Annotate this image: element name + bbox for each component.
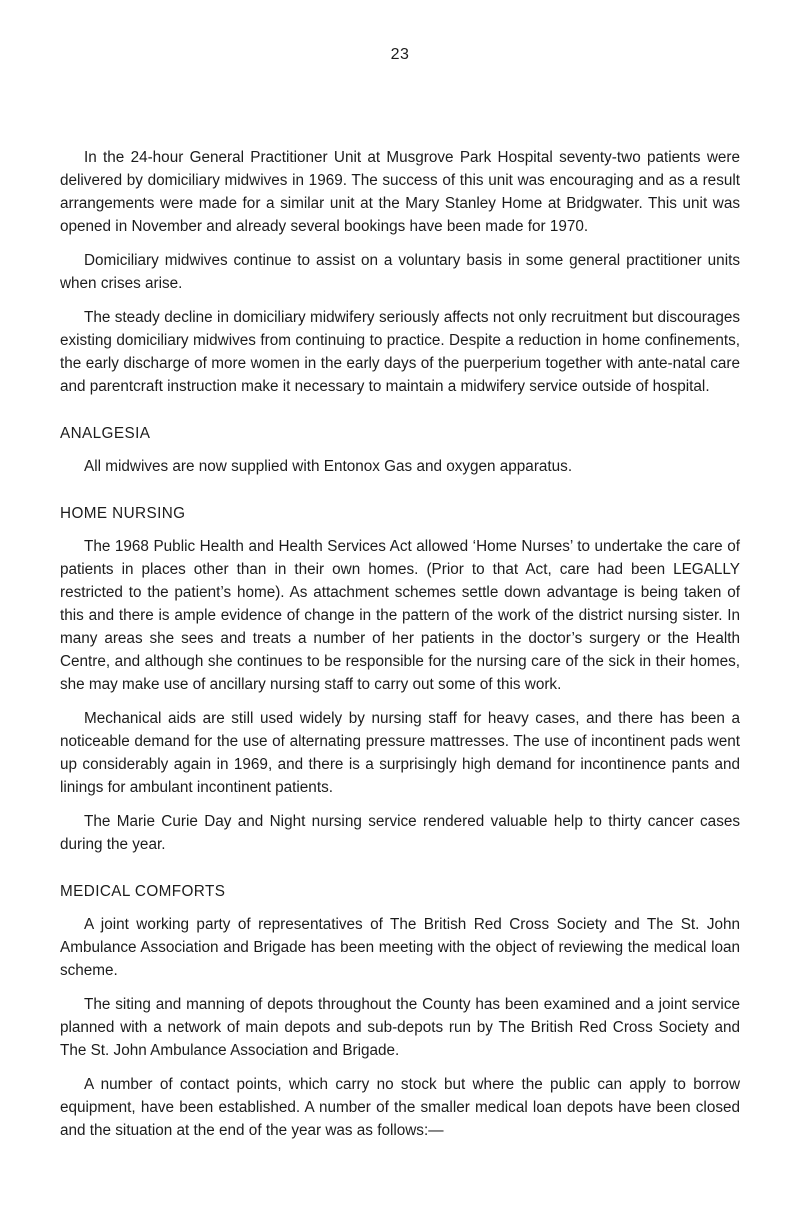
paragraph-entonox: All midwives are now supplied with Entonox Gas and oxygen apparatus. bbox=[84, 458, 573, 475]
section-heading-medical-comforts: MEDICAL COMFORTS bbox=[60, 883, 226, 900]
paragraph-gp-unit: In the 24-hour General Practitioner Unit at Musgrove Park Hospital seventy-two patients were delivered by domiciliary midwives in 1969. The success of this unit was encouraging and as a result arrangements were made for a similar unit at the Mary Stanley Home at Bridgwater. This unit was opened in November and already several bookings have been made for 1970. bbox=[60, 149, 740, 235]
paragraph-mechanical-aids: Mechanical aids are still used widely by nursing staff for heavy cases, and there has been a noticeable demand for the use of alternating pressure mattresses. The use of incontinent pads went up considerably again in 1969, and there is a surprisingly high demand for incontinence pants and linings for ambulant incontinent patients. bbox=[60, 710, 740, 796]
paragraph-marie-curie: The Marie Curie Day and Night nursing service rendered valuable help to thirty cancer cases during the year. bbox=[60, 813, 740, 853]
paragraph-joint-working-party: A joint working party of representatives of The British Red Cross Society and The St. John Ambulance Association and Brigade has been meeting with the object of reviewing the medical loan scheme. bbox=[60, 916, 740, 979]
paragraph-contact-points: A number of contact points, which carry no stock but where the public can apply to borrow equipment, have been established. A number of the smaller medical loan depots have been closed and the situation at the end of the year was as follows:— bbox=[60, 1076, 740, 1139]
section-heading-home-nursing: HOME NURSING bbox=[60, 505, 186, 522]
paragraph-midwifery-decline: The steady decline in domiciliary midwifery seriously affects not only recruitment but discourages existing domiciliary midwives from continuing to practice. Despite a reduction in home confinements, the early discharge of more women in the early days of the puerperium together with ante-natal care and parentcraft instruction make it necessary to maintain a midwifery service outside of hospital. bbox=[60, 309, 740, 395]
paragraph-voluntary-assist: Domiciliary midwives continue to assist on a voluntary basis in some general practitioner units when crises arise. bbox=[60, 252, 740, 292]
paragraph-siting-depots: The siting and manning of depots throughout the County has been examined and a joint service planned with a network of main depots and sub-depots run by The British Red Cross Society and The St. John Ambulance Association and Brigade. bbox=[60, 996, 740, 1059]
document-body bbox=[60, 146, 740, 1153]
section-heading-analgesia: ANALGESIA bbox=[60, 425, 151, 442]
page-number: 23 bbox=[390, 46, 410, 63]
paragraph-health-services-act: The 1968 Public Health and Health Services Act allowed ‘Home Nurses’ to undertake the care of patients in places other than in their own homes. (Prior to that Act, care had been LEGALLY restricted to the patient’s home). As attachment schemes settle down advantage is being taken of this and there is ample evidence of change in the pattern of the work of the district nursing sister. In many areas she sees and treats a number of her patients in the doctor’s surgery or the Health Centre, and although she continues to be responsible for the nursing care of the sick in their homes, she may make use of ancillary nursing staff to carry out some of this work. bbox=[60, 538, 740, 693]
